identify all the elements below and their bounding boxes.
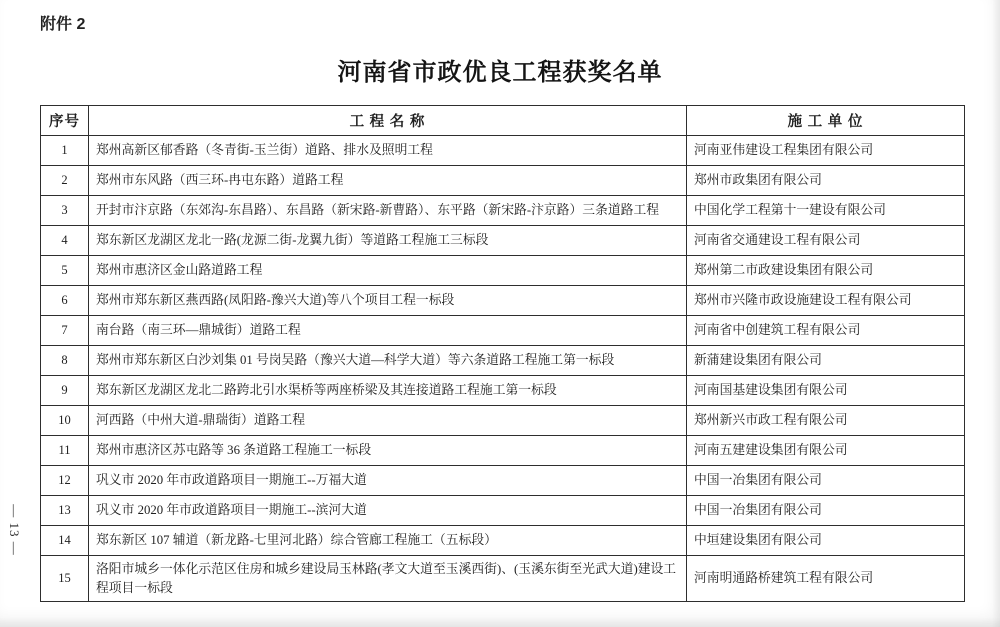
cell-project-name: 河西路（中州大道-鼎瑞街）道路工程 <box>89 406 687 436</box>
cell-serial-number: 1 <box>41 136 89 166</box>
cell-serial-number: 2 <box>41 166 89 196</box>
table-row <box>41 556 965 602</box>
page-title: 河南省市政优良工程获奖名单 <box>337 59 663 86</box>
cell-construction-unit: 新蒲建设集团有限公司 <box>687 346 965 376</box>
header-serial-number: 序号 <box>41 106 89 136</box>
cell-construction-unit: 郑州市兴隆市政设施建设工程有限公司 <box>687 286 965 316</box>
cell-project-name: 郑州高新区郁香路（冬青街-玉兰街）道路、排水及照明工程 <box>89 136 687 166</box>
cell-serial-number: 10 <box>41 406 89 436</box>
table-row <box>41 346 965 376</box>
cell-project-name: 郑东新区龙湖区龙北一路(龙源二街-龙翼九街）等道路工程施工三标段 <box>89 226 687 256</box>
table-row <box>41 256 965 286</box>
table-row <box>41 436 965 466</box>
attachment-label: 附件 2 <box>40 16 86 33</box>
table-row <box>41 286 965 316</box>
cell-construction-unit: 河南省交通建设工程有限公司 <box>687 226 965 256</box>
header-project-name: 工 程 名 称 <box>89 106 687 136</box>
scan-edge-shadow-bottom <box>0 617 1000 627</box>
table-row <box>41 166 965 196</box>
table-row <box>41 226 965 256</box>
cell-project-name: 郑州市郑东新区燕西路(凤阳路-豫兴大道)等八个项目工程一标段 <box>89 286 687 316</box>
cell-project-name: 郑东新区 107 辅道（新龙路-七里河北路）综合管廊工程施工（五标段） <box>89 526 687 556</box>
cell-construction-unit: 河南省中创建筑工程有限公司 <box>687 316 965 346</box>
cell-project-name: 南台路（南三环—鼎城街）道路工程 <box>89 316 687 346</box>
cell-serial-number: 3 <box>41 196 89 226</box>
cell-project-name: 巩义市 2020 年市政道路项目一期施工--滨河大道 <box>89 496 687 526</box>
cell-construction-unit: 河南五建建设集团有限公司 <box>687 436 965 466</box>
cell-construction-unit: 中国一冶集团有限公司 <box>687 466 965 496</box>
cell-serial-number: 12 <box>41 466 89 496</box>
cell-project-name: 洛阳市城乡一体化示范区住房和城乡建设局玉林路(孝文大道至玉溪西街)、(玉溪东街至光武大道)建设工程项目一标段 <box>89 556 687 602</box>
cell-serial-number: 5 <box>41 256 89 286</box>
cell-project-name: 巩义市 2020 年市政道路项目一期施工--万福大道 <box>89 466 687 496</box>
table-row <box>41 316 965 346</box>
table-header-row <box>41 106 965 136</box>
cell-project-name: 郑州市惠济区苏屯路等 36 条道路工程施工一标段 <box>89 436 687 466</box>
cell-serial-number: 9 <box>41 376 89 406</box>
table-row <box>41 496 965 526</box>
table-row <box>41 196 965 226</box>
cell-serial-number: 7 <box>41 316 89 346</box>
scan-edge-shadow-right <box>992 0 1000 627</box>
table-row <box>41 466 965 496</box>
cell-construction-unit: 中垣建设集团有限公司 <box>687 526 965 556</box>
cell-project-name: 开封市汴京路（东郊沟-东昌路）、东昌路（新宋路-新曹路）、东平路（新宋路-汴京路）三条道路工程 <box>89 196 687 226</box>
cell-serial-number: 4 <box>41 226 89 256</box>
cell-serial-number: 15 <box>41 556 89 602</box>
award-table <box>40 105 965 602</box>
cell-construction-unit: 郑州第二市政建设集团有限公司 <box>687 256 965 286</box>
cell-construction-unit: 中国一冶集团有限公司 <box>687 496 965 526</box>
table-row <box>41 406 965 436</box>
cell-serial-number: 11 <box>41 436 89 466</box>
cell-serial-number: 14 <box>41 526 89 556</box>
cell-project-name: 郑州市郑东新区白沙刘集 01 号岗吴路（豫兴大道—科学大道）等六条道路工程施工第一标段 <box>89 346 687 376</box>
table-body <box>41 136 965 602</box>
cell-construction-unit: 河南亚伟建设工程集团有限公司 <box>687 136 965 166</box>
cell-construction-unit: 郑州市政集团有限公司 <box>687 166 965 196</box>
header-construction-unit: 施 工 单 位 <box>687 106 965 136</box>
cell-serial-number: 13 <box>41 496 89 526</box>
cell-project-name: 郑东新区龙湖区龙北二路跨北引水渠桥等两座桥梁及其连接道路工程施工第一标段 <box>89 376 687 406</box>
cell-serial-number: 8 <box>41 346 89 376</box>
cell-construction-unit: 河南国基建设集团有限公司 <box>687 376 965 406</box>
table-row <box>41 136 965 166</box>
cell-construction-unit: 中国化学工程第十一建设有限公司 <box>687 196 965 226</box>
cell-construction-unit: 河南明通路桥建筑工程有限公司 <box>687 556 965 602</box>
cell-construction-unit: 郑州新兴市政工程有限公司 <box>687 406 965 436</box>
table-row <box>41 376 965 406</box>
cell-project-name: 郑州市东风路（西三环-冉屯东路）道路工程 <box>89 166 687 196</box>
cell-serial-number: 6 <box>41 286 89 316</box>
cell-project-name: 郑州市惠济区金山路道路工程 <box>89 256 687 286</box>
page-number: — 13 — <box>7 504 22 556</box>
table-row <box>41 526 965 556</box>
